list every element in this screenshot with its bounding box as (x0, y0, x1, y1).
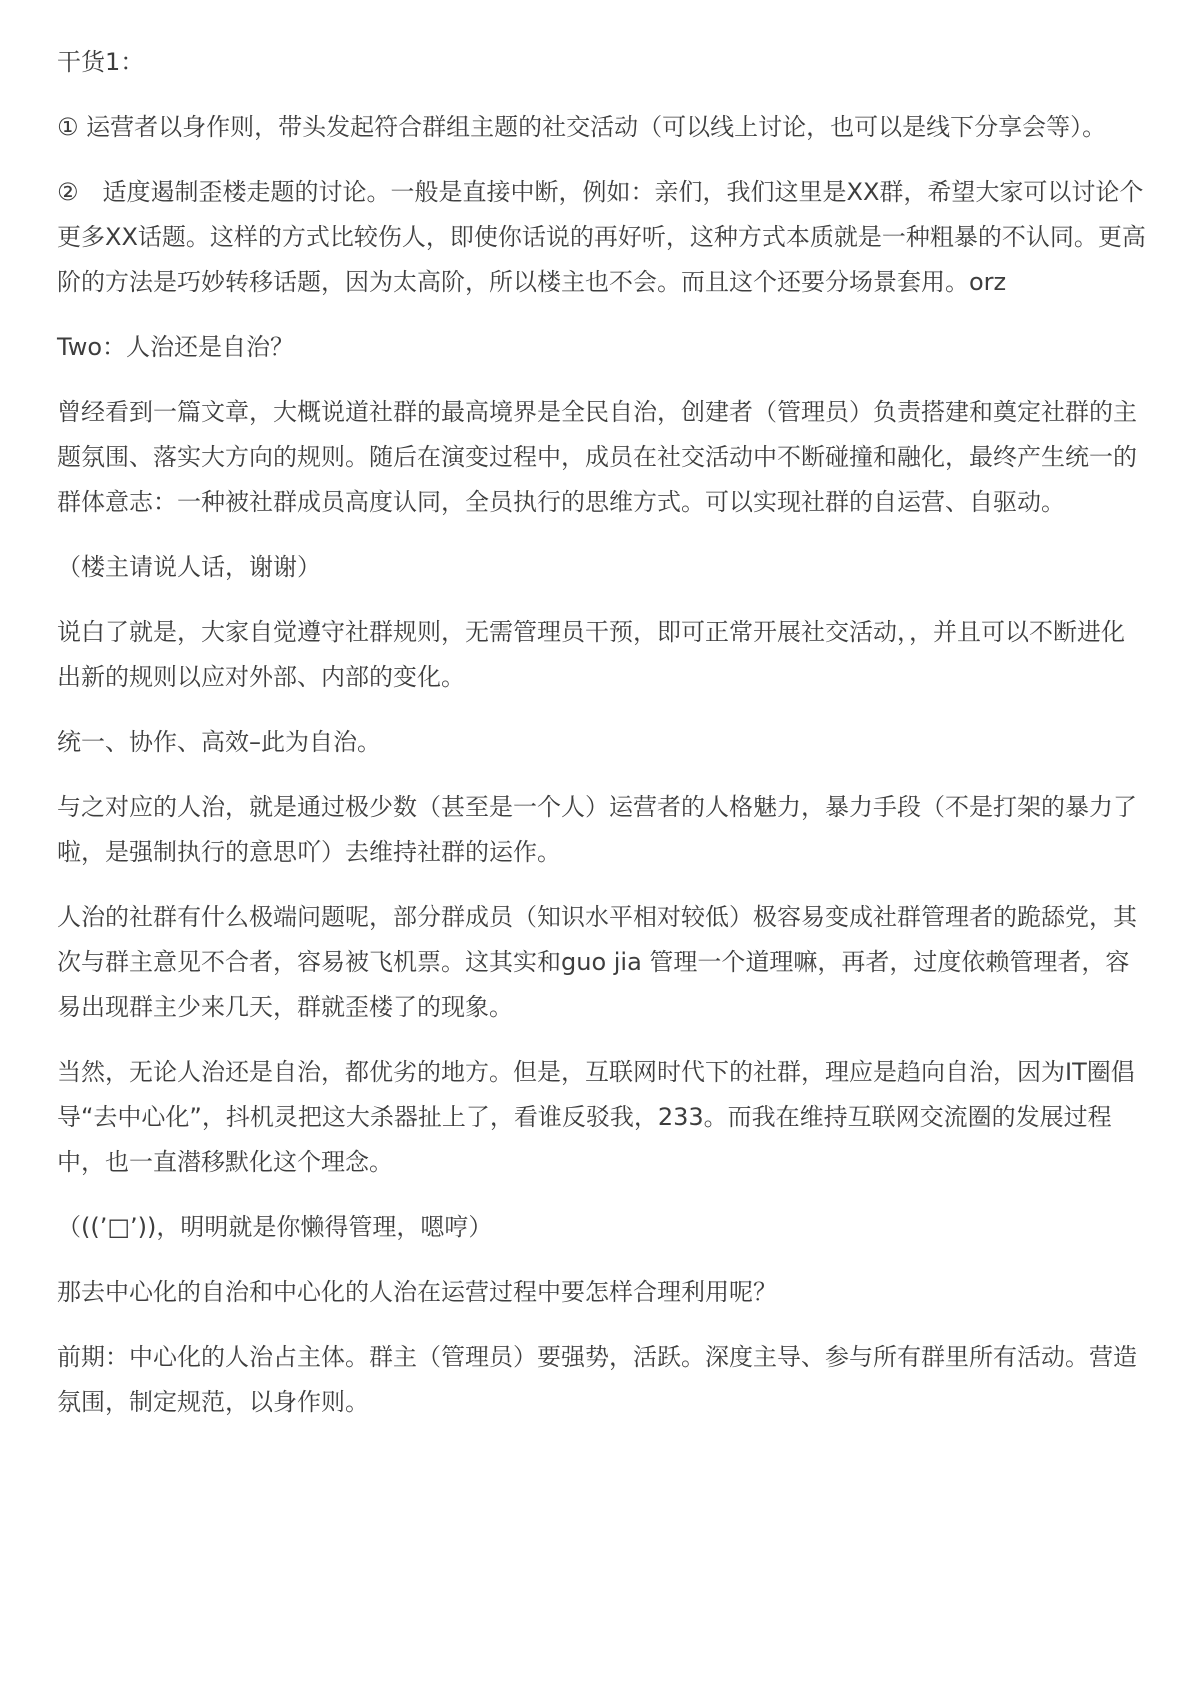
paragraph-plain-explanation: 说白了就是，大家自觉遵守社群规则，无需管理员干预，即可正常开展社交活动，，并且可以不断进化出新的规则以应对外部、内部的变化。 (57, 618, 1125, 691)
paragraph-tip-1-heading: 干货1： (57, 48, 145, 76)
paragraph-rule-by-person-problems: 人治的社群有什么极端问题呢，部分群成员（知识水平相对较低）极容易变成社群管理者的跪舔党，其次与群主意见不合者，容易被飞机票。这其实和guo jia 管理一个道理嘛，再者，过度依赖管理者，容易出现群主少来几天，群就歪楼了的现象。 (57, 903, 1137, 1021)
paragraph-rule-by-person: 与之对应的人治，就是通过极少数（甚至是一个人）运营者的人格魅力，暴力手段（不是打架的暴力了啦，是强制执行的意思吖）去维持社群的运作。 (57, 793, 1137, 866)
paragraph-point-2: ② 适度遏制歪楼走题的讨论。一般是直接中断，例如：亲们，我们这里是XX群，希望大家可以讨论个更多XX话题。这样的方式比较伤人，即使你话说的再好听，这种方式本质就是一种粗暴的不认同。更高阶的方法是巧妙转移话题，因为太高阶，所以楼主也不会。而且这个还要分场景套用。orz (57, 178, 1146, 296)
paragraph-early-stage: 前期：中心化的人治占主体。群主（管理员）要强势，活跃。深度主导、参与所有群里所有活动。营造氛围，制定规范，以身作则。 (57, 1343, 1137, 1416)
paragraph-aside-1: （楼主请说人话，谢谢） (57, 553, 321, 581)
paragraph-aside-2: （((’□’))，明明就是你懒得管理，嗯哼） (57, 1213, 493, 1241)
paragraph-point-1: ① 运营者以身作则，带头发起符合群组主题的社交活动（可以线上讨论，也可以是线下分享会等）。 (57, 113, 1107, 141)
paragraph-question: 那去中心化的自治和中心化的人治在运营过程中要怎样合理利用呢？ (57, 1278, 777, 1306)
paragraph-decentralization: 当然，无论人治还是自治，都优劣的地方。但是，互联网时代下的社群，理应是趋向自治，因为IT圈倡导“去中心化”，抖机灵把这大杀器扯上了，看谁反驳我，233。而我在维持互联网交流圈的发展过程中，也一直潜移默化这个理念。 (57, 1058, 1135, 1176)
paragraph-self-governance-intro: 曾经看到一篇文章，大概说道社群的最高境界是全民自治，创建者（管理员）负责搭建和奠定社群的主题氛围、落实大方向的规则。随后在演变过程中，成员在社交活动中不断碰撞和融化，最终产生统一的群体意志：一种被社群成员高度认同，全员执行的思维方式。可以实现社群的自运营、自驱动。 (57, 398, 1137, 516)
paragraph-section-two-heading: Two：人治还是自治？ (57, 333, 294, 361)
paragraph-self-governance-summary: 统一、协作、高效–此为自治。 (57, 728, 381, 756)
